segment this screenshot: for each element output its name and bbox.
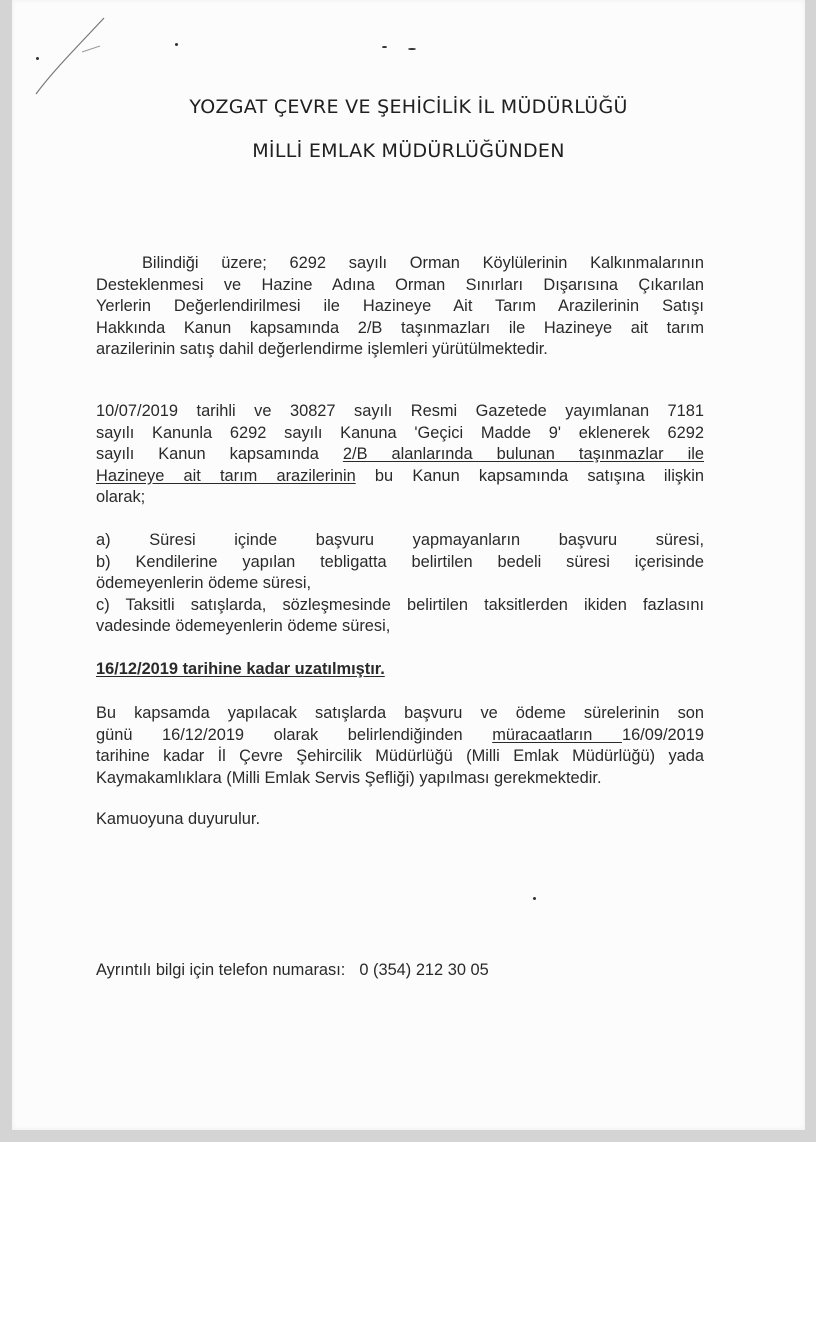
contact-info	[96, 960, 704, 982]
text-segment: bu Kanun kapsamında satışına ilişkin	[355, 466, 704, 485]
text-line: olarak;	[96, 488, 146, 506]
scan-speck	[408, 48, 416, 50]
list-item: ödemeyenlerin ödeme süresi,	[96, 574, 312, 592]
extension-notice	[96, 659, 704, 681]
text-line: Bu kapsamda yapılacak satışlarda başvuru ve ödeme sürelerinin son	[96, 704, 704, 722]
list-item: b) Kendilerine yapılan tebligatta belirtilen bedeli süresi içerisinde	[96, 552, 704, 571]
underlined-text: müracaatların	[492, 725, 622, 744]
scan-speck	[382, 46, 387, 48]
text-line: Bilindiği üzere; 6292 sayılı Orman Köylülerinin Kalkınmalarının	[142, 254, 704, 272]
scan-speck	[533, 897, 536, 900]
paragraph-introduction	[96, 253, 704, 361]
text-line	[96, 444, 704, 466]
text-line: 10/07/2019 tarihli ve 30827 sayılı Resmi Gazetede yayımlanan 7181	[96, 402, 704, 420]
text-line: Hakkında Kanun kapsamında 2/B taşınmazları ile Hazineye ait tarım	[96, 318, 704, 337]
scan-speck	[175, 43, 178, 46]
heading-department: MİLLİ EMLAK MÜDÜRLÜĞÜNDEN	[252, 140, 565, 162]
document-page	[12, 0, 805, 1130]
text-line: tarihine kadar İl Çevre Şehircilik Müdürlüğü (Milli Emlak Müdürlüğü) yada	[96, 747, 704, 765]
extension-date: 16/12/2019 tarihine kadar uzatılmıştır.	[96, 660, 385, 678]
contact-phone: 0 (354) 212 30 05	[359, 961, 489, 979]
contact-line	[96, 960, 704, 982]
text-segment: sayılı Kanun kapsamında	[96, 445, 343, 463]
scan-speck	[36, 57, 39, 60]
list-item: c) Taksitli satışlarda, sözleşmesinde belirtilen taksitlerden ikiden fazlasını	[96, 595, 704, 614]
paragraph-application	[96, 703, 704, 789]
deadline-list	[96, 530, 704, 638]
text-line: Yerlerin Değerlendirilmesi ile Hazineye Ait Tarım Arazilerinin Satışı	[96, 297, 704, 315]
contact-label: Ayrıntılı bilgi için telefon numarası:	[96, 961, 346, 979]
pen-mark-scribble	[32, 12, 122, 102]
underlined-text: Hazineye ait tarım arazilerinin	[96, 466, 356, 485]
text-line	[96, 466, 704, 488]
text-line	[96, 725, 704, 747]
text-segment: 16/09/2019	[621, 725, 704, 744]
text-line: Desteklenmesi ve Hazine Adına Orman Sınırları Dışarısına Çıkarılan	[96, 275, 704, 294]
underlined-text: 2/B alanlarında bulunan taşınmazlar ile	[342, 445, 705, 463]
list-item: a) Süresi içinde başvuru yapmayanların başvuru süresi,	[96, 531, 704, 549]
heading-directorate: YOZGAT ÇEVRE VE ŞEHİCİLİK İL MÜDÜRLÜĞÜ	[189, 96, 628, 118]
list-item: vadesinde ödemeyenlerin ödeme süresi,	[96, 617, 391, 635]
text-segment: günü 16/12/2019 olarak belirlendiğinden	[96, 725, 493, 744]
text-line: arazilerinin satış dahil değerlendirme işlemleri yürütülmektedir.	[96, 340, 548, 358]
text-line: sayılı Kanunla 6292 sayılı Kanuna 'Geçici Madde 9' eklenerek 6292	[96, 423, 704, 442]
closing-line	[96, 809, 704, 831]
paragraph-law-amendment	[96, 401, 704, 509]
text-line: Kaymakamlıklara (Milli Emlak Servis Şefliği) yapılması gerekmektedir.	[96, 768, 602, 787]
closing-text: Kamuoyuna duyurulur.	[96, 810, 261, 828]
